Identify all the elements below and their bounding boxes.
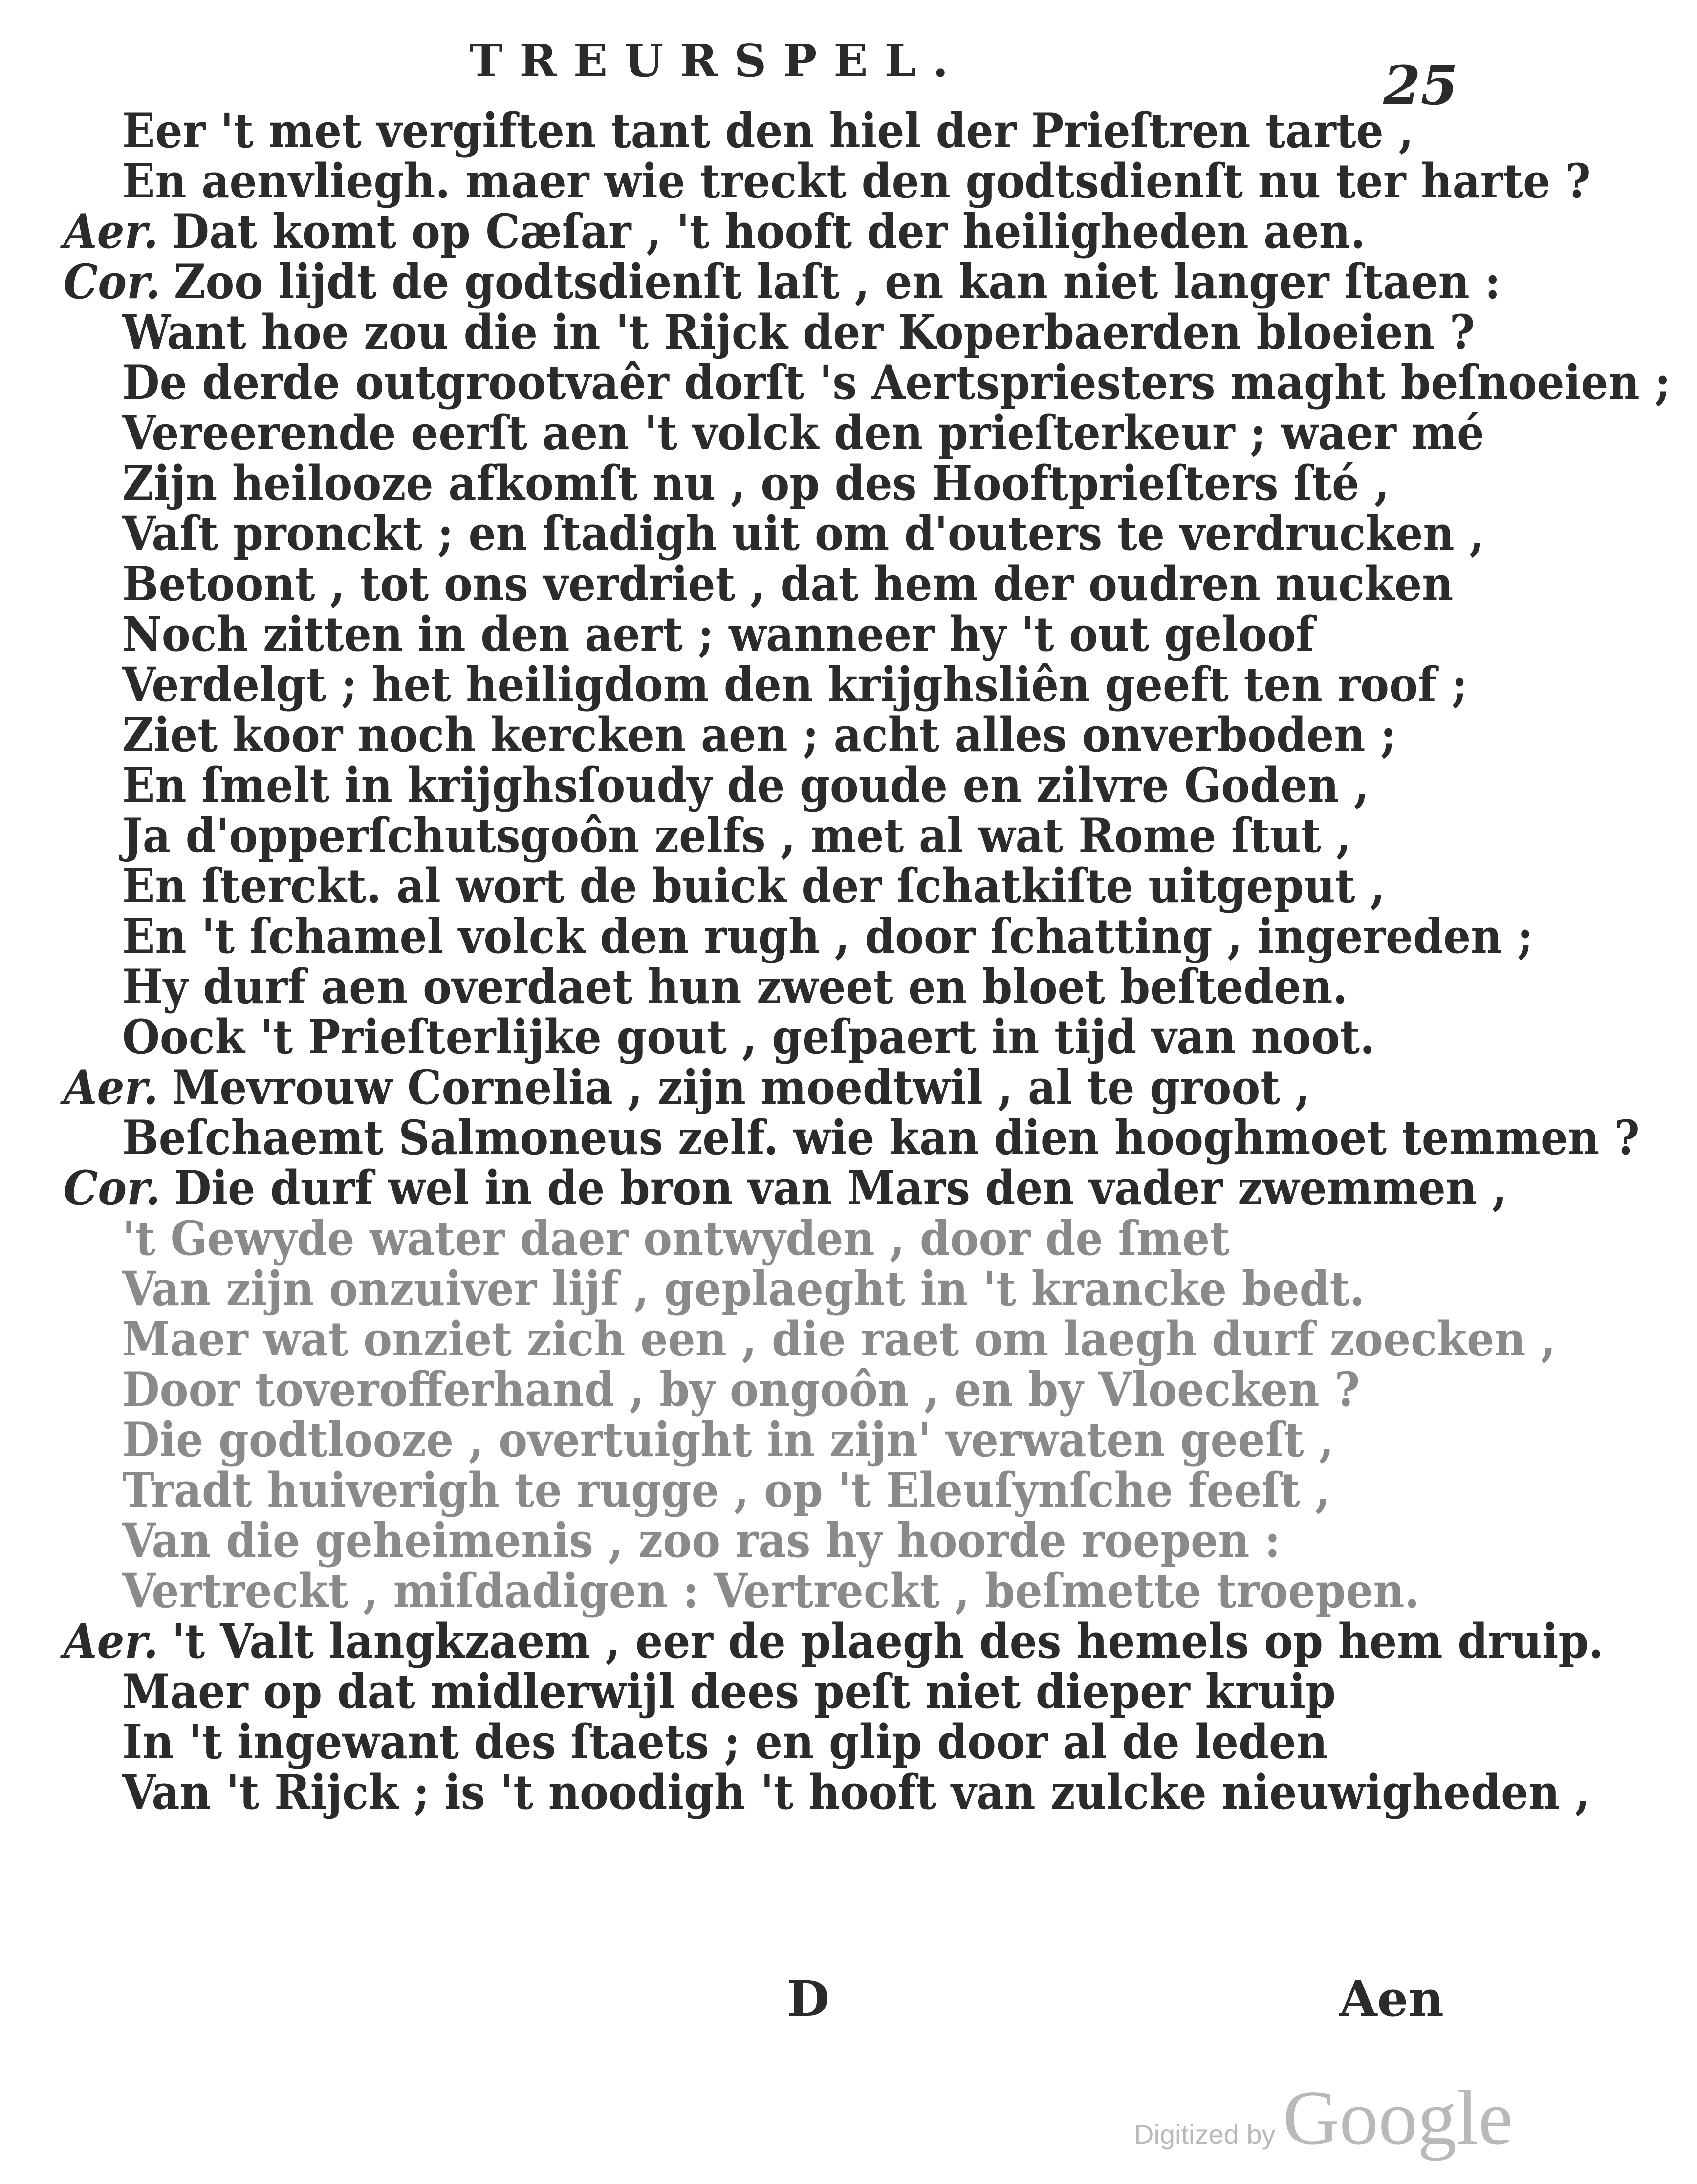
speaker-label: Aer. <box>64 1614 158 1669</box>
verse-line <box>122 808 1351 863</box>
verse-text: Tradt huiverigh te rugge , op 't Eleuſynſche feeſt , <box>122 1463 1330 1518</box>
verse-text: Dat komt op Cæſar , 't hooft der heiligheden aen. <box>172 204 1366 259</box>
verse-text: 't Gewyde water daer ontwyden , door de ſmet <box>122 1211 1230 1266</box>
verse-line <box>64 254 1501 309</box>
verse-line <box>122 506 1485 561</box>
speaker-label: Aer. <box>64 1060 158 1115</box>
watermark-small: Digitized by <box>1134 2119 1276 2150</box>
verse-line <box>122 1211 1230 1266</box>
verse-line <box>122 1261 1365 1316</box>
verse-line <box>122 1563 1420 1618</box>
verse-text: Vereerende eerſt aen 't volck den prieſterkeur ; waer mé <box>122 405 1485 460</box>
verse-line <box>122 355 1671 410</box>
verse-text: Eer 't met vergiften tant den hiel der Prieſtren tarte , <box>122 103 1414 158</box>
verse-line <box>122 758 1369 813</box>
page-number: 25 <box>1383 54 1458 117</box>
verse-line <box>122 1714 1328 1769</box>
verse-text: Zoo lijdt de godtsdienſt laſt , en kan niet langer ſtaen : <box>174 254 1501 309</box>
verse-text: Zijn heilooze afkomſt nu , op des Hooftprieſters ſté , <box>122 456 1390 511</box>
verse-text: De derde outgrootvaêr dorſt 's Aertspriesters maght beſnoeien ; <box>122 355 1671 410</box>
verse-text: Mevrouw Cornelia , zijn moedtwil , al te groot , <box>172 1060 1310 1115</box>
running-head: TREURSPEL. <box>469 34 965 87</box>
google-logo: Google <box>1283 2074 1513 2161</box>
verse-text: En ſmelt in krijghsſoudy de goude en zilvre Goden , <box>122 758 1369 813</box>
verse-line <box>122 1110 1640 1165</box>
verse-line <box>122 607 1315 662</box>
verse-line <box>122 1311 1556 1367</box>
verse-text: Betoont , tot ons verdriet , dat hem der oudren nucken <box>122 556 1454 612</box>
verse-text: En aenvliegh. maer wie treckt den godtsdienſt nu ter harte ? <box>122 153 1591 209</box>
verse-text: Oock 't Prieſterlijke gout , geſpaert in tijd van noot. <box>122 1009 1375 1065</box>
verse-line <box>122 1513 1281 1568</box>
verse-text: Noch zitten in den aert ; wanneer hy 't out geloof <box>122 607 1315 662</box>
digitized-by-google-watermark <box>1134 2073 1513 2163</box>
verse-text: Verdelgt ; het heiligdom den krijghsliên geeft ten roof ; <box>122 657 1468 712</box>
verse-text: 't Valt langkzaem , eer de plaegh des hemels op hem druip. <box>172 1614 1604 1669</box>
verse-line <box>122 153 1591 209</box>
verse-line <box>122 1362 1360 1417</box>
verse-text: En 't ſchamel volck den rugh , door ſchatting , ingereden ; <box>122 909 1533 964</box>
verse-line <box>122 1765 1590 1820</box>
verse-line <box>122 1463 1330 1518</box>
verse-text: Door toverofferhand , by ongoôn , en by Vloecken ? <box>122 1362 1360 1417</box>
verse-line <box>122 909 1533 964</box>
verse-text: Maer op dat midlerwijl dees peſt niet dieper kruip <box>122 1664 1336 1719</box>
verse-line <box>122 657 1468 712</box>
verse-line <box>122 1412 1334 1467</box>
verse-text: Vaſt pronckt ; en ſtadigh uit om d'outers te verdrucken , <box>122 506 1485 561</box>
verse-line <box>64 204 1366 259</box>
verse-text: Van zijn onzuiver lijf , geplaeght in 't krancke bedt. <box>122 1261 1365 1316</box>
verse-text: Ziet koor noch kercken aen ; acht alles onverboden ; <box>122 707 1396 763</box>
verse-line <box>122 556 1454 612</box>
verse-line <box>64 1614 1604 1669</box>
speaker-label: Aer. <box>64 204 158 259</box>
verse-text: Beſchaemt Salmoneus zelf. wie kan dien hooghmoet temmen ? <box>122 1110 1640 1165</box>
verse-line <box>122 1664 1336 1719</box>
speaker-label: Cor. <box>64 254 161 309</box>
catchword: Aen <box>1339 1970 1444 2028</box>
signature-mark: D <box>787 1970 829 2028</box>
verse-text: En ſterckt. al wort de buick der ſchatkiſte uitgeput , <box>122 858 1386 914</box>
verse-line <box>122 305 1475 360</box>
speaker-label: Cor. <box>64 1160 161 1216</box>
verse-line <box>122 405 1485 460</box>
verse-line <box>122 1009 1375 1065</box>
verse-text: Die durf wel in de bron van Mars den vader zwemmen , <box>174 1160 1507 1216</box>
verse-line <box>64 1060 1310 1115</box>
verse-line <box>122 858 1386 914</box>
verse-text: Hy durf aen overdaet hun zweet en bloet beſteden. <box>122 959 1348 1014</box>
verse-line <box>122 456 1390 511</box>
verse-text: Ja d'opperſchutsgoôn zelfs , met al wat Rome ſtut , <box>122 808 1351 863</box>
verse-text: Maer wat onziet zich een , die raet om laegh durf zoecken , <box>122 1311 1556 1367</box>
verse-text: In 't ingewant des ſtaets ; en glip door al de leden <box>122 1714 1328 1769</box>
verse-line <box>122 959 1348 1014</box>
verse-line <box>64 1160 1507 1216</box>
verse-text: Vertreckt , miſdadigen : Vertreckt , beſmette troepen. <box>122 1563 1420 1618</box>
verse-text: Die godtlooze , overtuight in zijn' verwaten geeſt , <box>122 1412 1334 1467</box>
verse-line <box>122 707 1396 763</box>
verse-line <box>122 103 1414 158</box>
verse-text: Van die geheimenis , zoo ras hy hoorde roepen : <box>122 1513 1281 1568</box>
verse-text: Want hoe zou die in 't Rijck der Koperbaerden bloeien ? <box>122 305 1475 360</box>
verse-text: Van 't Rijck ; is 't noodigh 't hooft van zulcke nieuwigheden , <box>122 1765 1590 1820</box>
